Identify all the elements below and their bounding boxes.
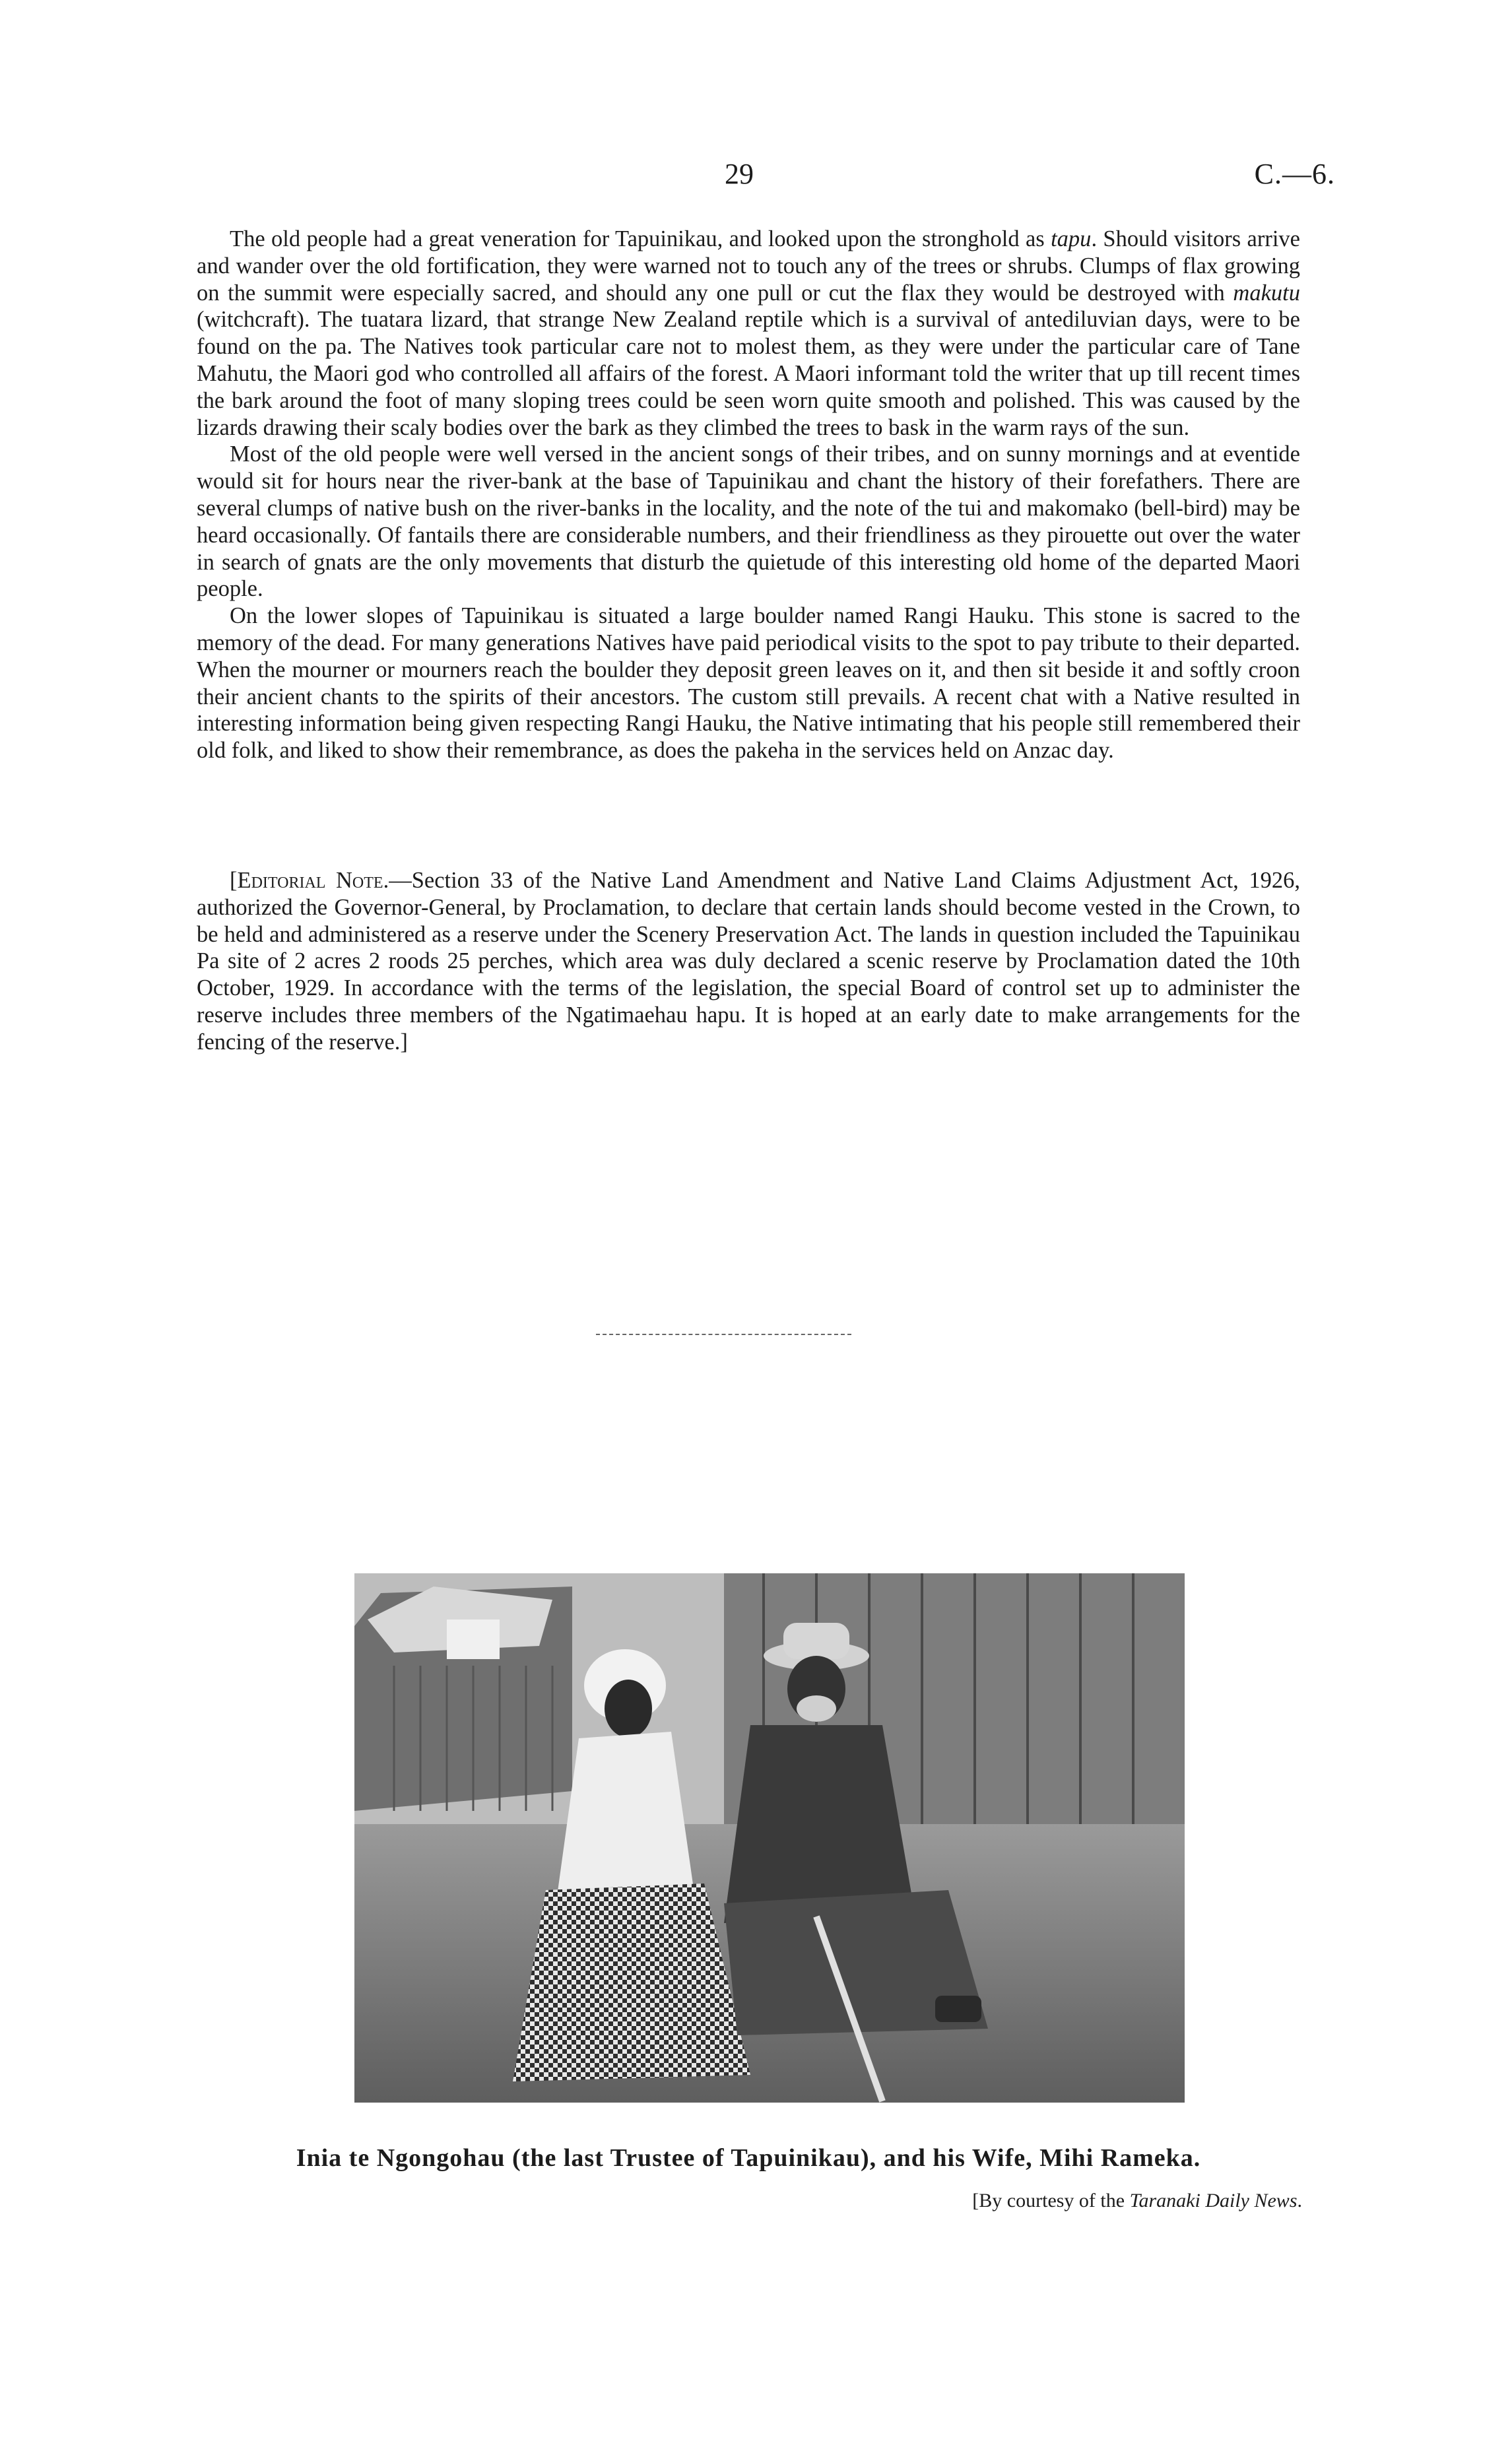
credit-prefix: [By courtesy of the (972, 2190, 1130, 2211)
section-divider (596, 1334, 851, 1335)
editorial-paragraph (197, 867, 1300, 1056)
body-text (197, 226, 1300, 764)
photograph-illustration (354, 1573, 1185, 2103)
page-number: 29 (725, 158, 754, 190)
paragraph-1-term-tapu: tapu (1051, 226, 1092, 251)
photograph (354, 1573, 1185, 2103)
editorial-open-bracket: [ (230, 868, 238, 893)
photo-caption: Inia te Ngongohau (the last Trustee of Tapuinikau), and his Wife, Mihi Rameka. (296, 2144, 1201, 2172)
paragraph-3: On the lower slopes of Tapuinikau is situated a large boulder named Rangi Hauku. This stone is sacred to the memory of the dead. For many generations Natives have paid periodical visits to the spot to pay tribute to their departed. When the mourner or mourners reach the boulder they deposit green leaves on it, and then sit beside it and softly croon their ancient chants to the spirits of their ancestors. The custom still prevails. A recent chat with a Native resulted in interesting information being given respecting Rangi Hauku, the Native intimating that his people still remembered their old folk, and liked to show their remembrance, as does the pakeha in the services held on Anzac day. (197, 603, 1300, 764)
paragraph-1-part-2: . Should visitors arrive and wander over the old fortification, they were warned not to touch any of the trees or shrubs. Clumps of flax growing on the summit were especially sacred, and should any one pull or cut the flax they would be destroyed with (197, 226, 1300, 306)
editorial-label: Editorial Note. (237, 868, 389, 893)
paragraph-1-part-3: (witchcraft). The tuatara lizard, that strange New Zealand reptile which is a survival of antediluvian days, were to be found on the pa. The Natives took particular care not to molest them, as they were under the particular care of Tane Mahutu, the Maori god who controlled all affairs of the forest. A Maori informant told the writer that up till recent times the bark around the foot of many sloping trees could be seen worn quite smooth and polished. This was caused by the lizards drawing their scaly bodies over the bark as they climbed the trees to bask in the warm rays of the sun. (197, 307, 1300, 440)
editorial-note (197, 867, 1300, 1056)
paragraph-1-part-1: The old people had a great veneration for Tapuinikau, and looked upon the stronghold as (230, 226, 1051, 251)
credit-source: Taranaki Daily News (1129, 2190, 1298, 2211)
paragraph-1 (197, 226, 1300, 441)
paper-reference: C.—6. (1254, 158, 1335, 190)
credit-suffix: . (1297, 2190, 1302, 2211)
photo-credit (972, 2190, 1302, 2212)
paragraph-1-term-makutu: makutu (1233, 280, 1300, 306)
paragraph-2: Most of the old people were well versed in the ancient songs of their tribes, and on sunny mornings and at eventide would sit for hours near the river-bank at the base of Tapuinikau and chant the history of their forefathers. There are several clumps of native bush on the river-banks in the locality, and the note of the tui and makomako (bell-bird) may be heard occasionally. Of fantails there are considerable numbers, and their friendliness as they pirouette out over the water in search of gnats are the only movements that disturb the quietude of this interesting old home of the departed Maori people. (197, 442, 1300, 602)
editorial-text: —Section 33 of the Native Land Amendment and Native Land Claims Adjustment Act, 1926, authorized the Governor-General, by Proclamation, to declare that certain lands should become vested in the Crown, to be held and administered as a reserve under the Scenery Preservation Act. The lands in question included the Tapuinikau Pa site of 2 acres 2 roods 25 perches, which area was duly declared a scenic reserve by Proclamation dated the 10th October, 1929. In accordance with the terms of the legislation, the special Board of control set up to administer the reserve includes three members of the Ngatimaehau hapu. It is hoped at an early date to make arrangements for the fencing of the reserve.] (197, 868, 1300, 1055)
